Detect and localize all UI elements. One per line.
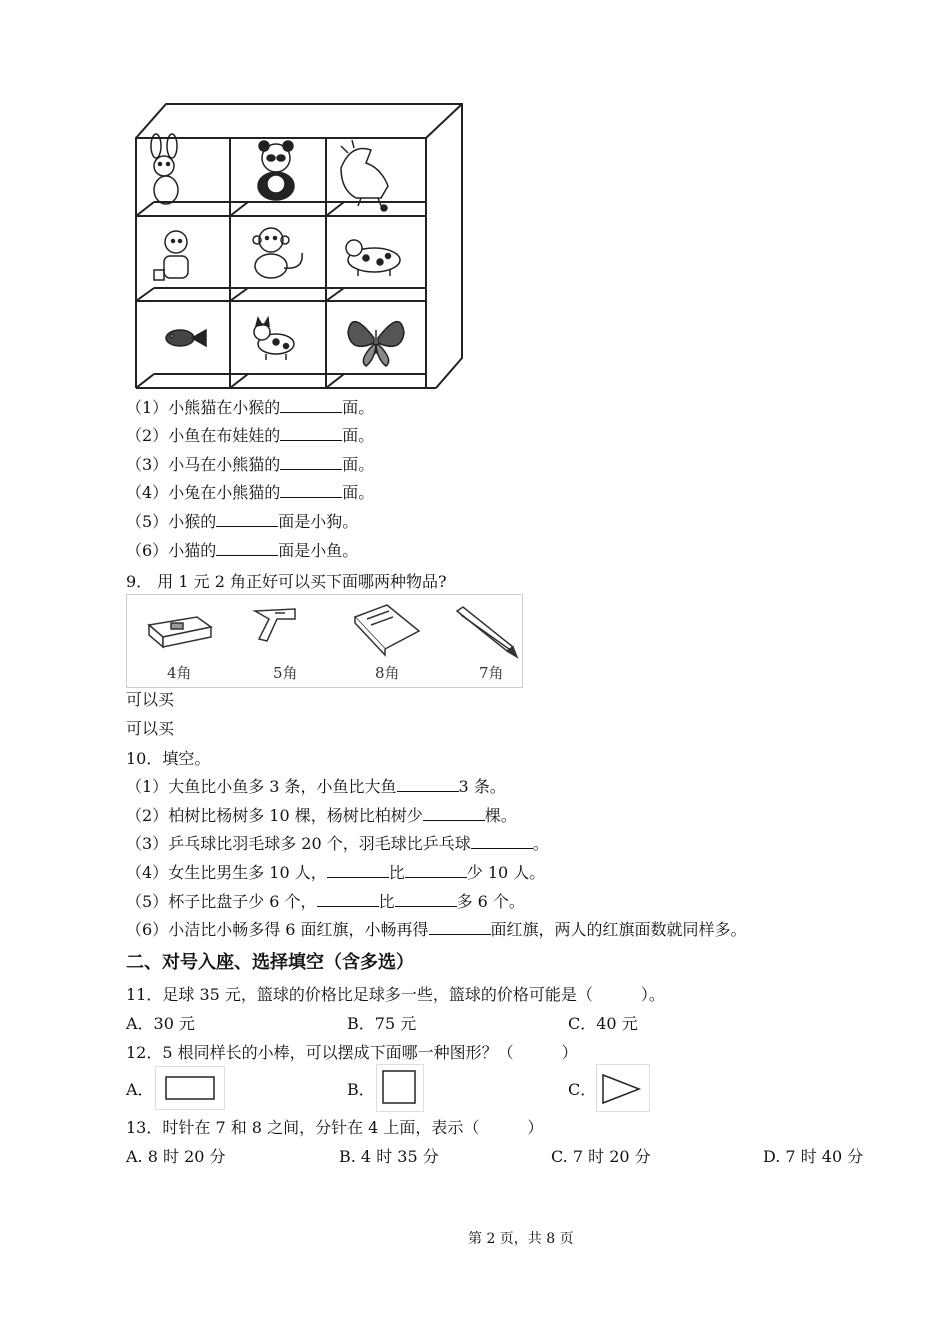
answer-blank[interactable] — [216, 541, 278, 556]
rabbit-icon — [151, 134, 178, 204]
answer-blank[interactable] — [429, 920, 491, 935]
question-text: 11．足球 35 元，篮球的价格比足球多一些，篮球的价格可能是（ — [126, 985, 593, 1004]
item-number: （3） — [126, 455, 169, 474]
item-text: 面。 — [342, 398, 375, 417]
q11-text — [126, 985, 665, 1005]
item-number: （1） — [126, 777, 169, 796]
item-text: 面是小鱼。 — [278, 541, 359, 560]
page-footer: 第 2 页，共 8 页 — [468, 1231, 574, 1247]
item-number: （2） — [126, 806, 169, 825]
dog-icon — [346, 240, 400, 276]
answer-blank[interactable] — [280, 398, 342, 413]
question-text: 12．5 根同样长的小棒，可以摆成下面哪一种图形？（ — [126, 1043, 514, 1062]
item-text: 面。 — [342, 426, 375, 445]
item-number: （6） — [126, 920, 169, 939]
item-text: 面。 — [342, 455, 375, 474]
q10-item — [126, 806, 517, 826]
answer-blank[interactable] — [397, 777, 459, 792]
question-text: ） — [527, 1118, 544, 1137]
horse-icon — [341, 140, 388, 211]
q10-title: 10．填空。 — [126, 749, 211, 768]
item-text: 小兔在小熊猫的 — [168, 483, 281, 502]
answer-line: 可以买 — [126, 719, 175, 738]
item-text: 比 — [388, 863, 405, 882]
item-number: （5） — [126, 892, 169, 911]
price-label: 4角 — [167, 664, 192, 682]
cabinet-illustration — [126, 98, 464, 392]
item-text: 杯子比盘子少 6 个， — [168, 892, 317, 911]
item-text: 3 条。 — [458, 777, 506, 796]
answer-line: 可以买 — [126, 690, 175, 709]
option-a[interactable]: A． — [126, 1080, 154, 1099]
item-text: 小马在小熊猫的 — [168, 455, 281, 474]
q13-text — [126, 1118, 543, 1138]
eraser-icon — [149, 617, 211, 647]
item-text: 大鱼比小鱼多 3 条，小鱼比大鱼 — [168, 777, 397, 796]
item-number: （2） — [126, 426, 169, 445]
price-label: 5角 — [273, 664, 298, 682]
cat-icon — [254, 318, 294, 360]
monkey-icon — [253, 228, 302, 278]
q10-item — [126, 863, 545, 883]
answer-blank[interactable] — [280, 483, 342, 498]
price-label: 8角 — [375, 664, 400, 682]
square-shape — [376, 1064, 424, 1112]
option-b[interactable]: B. 4 时 35 分 — [339, 1147, 439, 1166]
item-text: 。 — [532, 834, 549, 853]
item-number: （6） — [126, 541, 169, 560]
item-text: 比 — [378, 892, 395, 911]
q10-item — [126, 920, 747, 940]
q10-item — [126, 777, 506, 797]
item-text: 女生比男生多 10 人， — [168, 863, 327, 882]
q8-item — [126, 512, 358, 532]
q8-item — [126, 541, 358, 561]
option-b[interactable]: B．75 元 — [347, 1014, 417, 1033]
question-text: 13．时针在 7 和 8 之间，分针在 4 上面，表示（ — [126, 1118, 480, 1137]
knife-icon — [255, 609, 295, 641]
item-text: 面是小狗。 — [278, 512, 359, 531]
q10-item — [126, 892, 525, 912]
option-c[interactable]: C． — [568, 1080, 597, 1099]
item-text: 小洁比小畅多得 6 面红旗，小畅再得 — [168, 920, 429, 939]
fish-icon — [166, 330, 206, 346]
butterfly-icon — [348, 322, 404, 366]
item-text: 乒乓球比羽毛球多 20 个，羽毛球比乒乓球 — [168, 834, 471, 853]
item-text: 柏树比杨树多 10 棵，杨树比柏树少 — [168, 806, 423, 825]
q8-item — [126, 455, 374, 475]
pencil-icon — [457, 607, 517, 657]
answer-blank[interactable] — [280, 426, 342, 441]
item-text: 小猴的 — [168, 512, 217, 531]
option-d[interactable]: D. 7 时 40 分 — [763, 1147, 864, 1166]
option-b[interactable]: B． — [347, 1080, 375, 1099]
item-text: 棵。 — [484, 806, 517, 825]
notebook-icon — [355, 605, 419, 655]
answer-blank[interactable] — [317, 892, 379, 907]
item-text: 面红旗，两人的红旗面数就同样多。 — [490, 920, 747, 939]
item-number: （1） — [126, 398, 169, 417]
section-heading: 二、对号入座、选择填空（含多选） — [126, 952, 414, 973]
item-number: （5） — [126, 512, 169, 531]
q8-item — [126, 483, 374, 503]
item-number: （4） — [126, 483, 169, 502]
item-text: 面。 — [342, 483, 375, 502]
answer-blank[interactable] — [405, 863, 467, 878]
rectangle-shape — [155, 1066, 225, 1110]
question-text: ） — [561, 1043, 578, 1062]
triangle-shape — [596, 1064, 650, 1112]
doll-icon — [154, 231, 188, 280]
item-number: （4） — [126, 863, 169, 882]
item-text: 小猫的 — [168, 541, 217, 560]
q9-text: 9． 用 1 元 2 角正好可以买下面哪两种物品? — [126, 572, 447, 591]
answer-blank[interactable] — [471, 834, 533, 849]
q12-text — [126, 1043, 578, 1063]
item-text: 小熊猫在小猴的 — [168, 398, 281, 417]
answer-blank[interactable] — [216, 512, 278, 527]
item-number: （3） — [126, 834, 169, 853]
q8-item — [126, 426, 374, 446]
price-label: 7角 — [479, 664, 504, 682]
q8-item — [126, 398, 374, 418]
question-text: ）。 — [640, 985, 665, 1004]
q10-item — [126, 834, 549, 854]
item-text: 多 6 个。 — [456, 892, 525, 911]
item-text: 小鱼在布娃娃的 — [168, 426, 281, 445]
answer-blank[interactable] — [423, 806, 485, 821]
answer-blank[interactable] — [395, 892, 457, 907]
panda-icon — [258, 141, 294, 200]
answer-blank[interactable] — [327, 863, 389, 878]
item-text: 少 10 人。 — [466, 863, 546, 882]
option-c[interactable]: C．40 元 — [568, 1014, 638, 1033]
items-illustration — [126, 594, 523, 688]
answer-blank[interactable] — [280, 455, 342, 470]
option-a[interactable]: A．30 元 — [126, 1014, 196, 1033]
option-c[interactable]: C. 7 时 20 分 — [551, 1147, 651, 1166]
option-a[interactable]: A. 8 时 20 分 — [126, 1147, 226, 1166]
